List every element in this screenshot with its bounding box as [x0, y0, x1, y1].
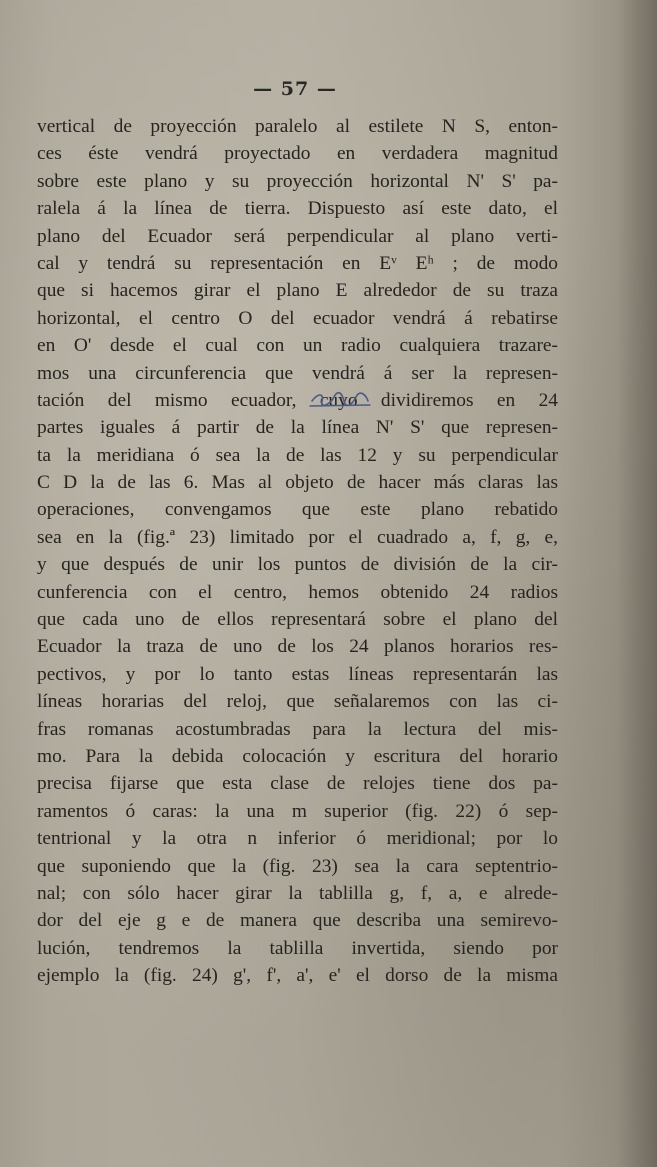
text-line: que si hacemos girar el plano E alrededor de su traza [37, 280, 558, 302]
text-line: lución, tendremos la tablilla invertida, siendo por [37, 937, 558, 959]
text-line: ramentos ó caras: la una m superior (fig. 22) ó sep- [37, 800, 558, 822]
text-line: que cada uno de ellos representará sobre el plano del [37, 609, 558, 631]
page-edge-shadow [617, 0, 657, 1167]
text-line: sea en la (fig.ª 23) limitado por el cuadrado a, f, g, e, [37, 526, 558, 548]
text-line: cal y tendrá su representación en Eᵛ Eʰ ; de modo [37, 252, 558, 274]
text-line: tentrional y la otra n inferior ó meridional; por lo [37, 828, 558, 850]
text-line: nal; con sólo hacer girar la tablilla g, f, a, e alrede- [37, 882, 558, 904]
text-line: horizontal, el centro O del ecuador vendrá á rebatirse [37, 307, 558, 329]
text-line: líneas horarias del reloj, que señalaremos con las ci- [37, 691, 558, 713]
text-line: y que después de unir los puntos de división de la cir- [37, 554, 558, 576]
text-line: ralela á la línea de tierra. Dispuesto así este dato, el [37, 198, 558, 220]
text-line: mo. Para la debida colocación y escritura del horario [37, 745, 558, 767]
text-line: cunferencia con el centro, hemos obtenido 24 radios [37, 581, 558, 603]
text-line: ejemplo la (fig. 24) g', f', a', e' el dorso de la misma [37, 965, 558, 987]
text-line: vertical de proyección paralelo al estilete N S, enton- [37, 116, 558, 137]
text-line: operaciones, convengamos que este plano rebatido [37, 499, 558, 521]
text-line: en O' desde el cual con un radio cualquiera trazare- [37, 335, 558, 357]
text-line: plano del Ecuador será perpendicular al plano verti- [37, 225, 558, 247]
text-line: partes iguales á partir de la línea N' S' que represen- [37, 417, 558, 439]
text-line: mos una circunferencia que vendrá á ser la represen- [37, 362, 558, 384]
text-line: tación del mismo ecuador, cuyo dividiremos en 24 [37, 389, 558, 411]
text-line: C D la de las 6. Mas al objeto de hacer más claras las [37, 472, 558, 494]
text-line: pectivos, y por lo tanto estas líneas representarán las [37, 663, 558, 685]
text-line: sobre este plano y su proyección horizontal N' S' pa- [37, 170, 558, 192]
text-line: ta la meridiana ó sea la de las 12 y su perpendicular [37, 444, 558, 466]
page-number: — 57 — [253, 78, 337, 100]
text-line: dor del eje g e de manera que describa una semirevo- [37, 910, 558, 932]
text-line: fras romanas acostumbradas para la lectura del mis- [37, 718, 558, 740]
text-line: Ecuador la traza de uno de los 24 planos horarios res- [37, 636, 558, 658]
text-line: que suponiendo que la (fig. 23) sea la cara septentrio- [37, 855, 558, 877]
text-line: precisa fijarse que esta clase de relojes tiene dos pa- [37, 773, 558, 795]
body-text [37, 113, 558, 990]
text-line: ces éste vendrá proyectado en verdadera magnitud [37, 143, 558, 165]
